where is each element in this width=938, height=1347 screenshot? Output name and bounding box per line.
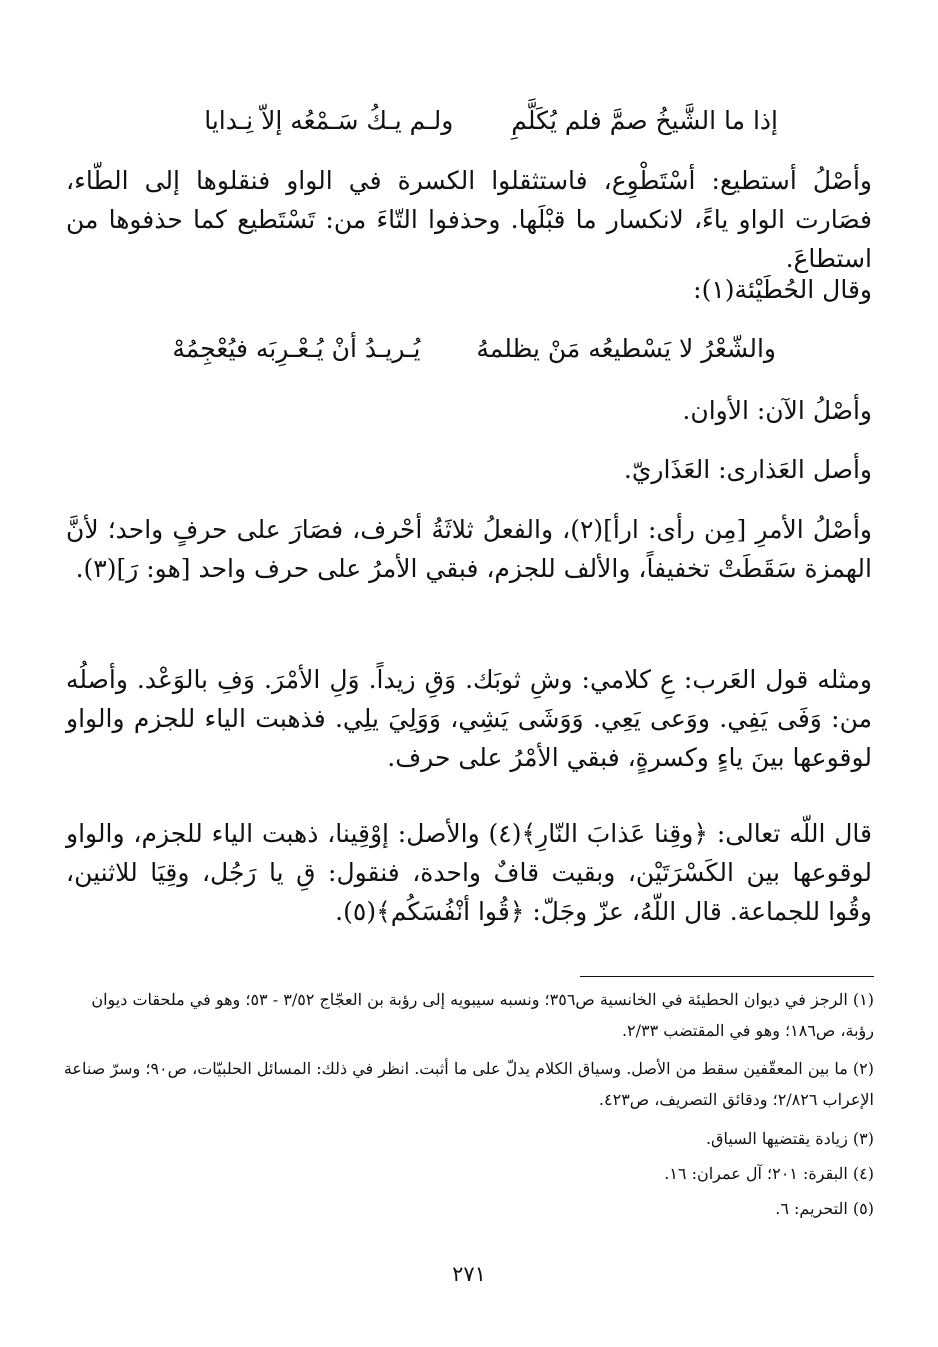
footnote-4: (٤) البقرة: ٢٠١؛ آل عمران: ١٦. — [664, 1164, 874, 1183]
verse-line-2 — [172, 332, 776, 366]
paragraph-adhara: وأصل العَذارى: العَذَاريّ. — [623, 455, 872, 484]
page-number: ٢٧١ — [452, 1262, 486, 1286]
verse-second-hemistich: يُـريـدُ أنْ يُـعْـرِبَه فيُعْجِمُهْ — [172, 334, 421, 363]
footnote-1: (١) الرجز في ديوان الحطيئة في الخانسية ص٣٥٦؛ ونسبه سيبويه إلى رؤبة بن العجّاج ٣/٥٢ - ٥٣؛ وهو في ملحقات ديوان رؤبة، ص١٨٦؛ وهو في المقتضب ٢/٣٣. — [91, 990, 874, 1040]
paragraph-quran-qina: قال اللّه تعالى: ﴿وقِنا عَذابَ النّارِ﴾(٤) والأصل: إوْقِينا، ذهبت الياء للجزم، والواو لوقوعها بين الكَسْرَتَيْن، وبقيت قافٌ واحدة، فنقول: قِ يا رَجُل، وقِيَا للاثنين، وقُوا للجماعة. قال اللّهُ، عزّ وجَلّ: ﴿قُوا أنْفُسَكُم﴾(٥). — [66, 819, 872, 926]
footnote-5: (٥) التحريم: ٦. — [775, 1199, 874, 1218]
verse-second-hemistich: ولـم يـكُ سَـمْعُه إلاّ نِـدايا — [204, 106, 454, 135]
paragraph-al-aan: وأصْلُ الآن: الأوان. — [682, 396, 872, 425]
paragraph-arab-saying: ومثله قول العَرب: عِ كلامي: وشِ ثوبَك. وَقِ زيداً. وَلِ الأمْرَ. وَفِ بالوَعْد. وأصلُه من: وَفَى يَفِي. ووَعى يَعِي. وَوَشَى يَشِي، وَوَلِيَ يلِي. فذهبت الياء للجزم والواو لوقوعها بينَ ياءٍ وكسرةٍ، فبقي الأمْرُ على حرف. — [66, 665, 872, 772]
footnote-3: (٣) زيادة يقتضيها السياق. — [705, 1129, 874, 1148]
paragraph-hutayah-intro: وقال الحُطَيْئة(١): — [693, 275, 872, 304]
verse-line-1 — [204, 104, 778, 138]
paragraph-istata: وأصْلُ أستطيع: أسْتَطْوِع، فاستثقلوا الكسرة في الواو فنقلوها إلى الطّاء، فصَارت الواو ياءً، لانكسار ما قبْلَها. وحذفوا التّاءَ من: تَسْتَطيع كما حذفوها من استطاعَ. — [66, 166, 872, 273]
verse-first-hemistich: والشّعْرُ لا يَسْطيعُه مَنْ يظلمهُ — [476, 334, 776, 363]
paragraph-amr-raa: وأصْلُ الأمرِ [مِن رأى: ارأ](٢)، والفعلُ ثلاثَةُ أحْرف، فصَارَ على حرفٍ واحد؛ لأنَّ الهمزة سَقَطَتْ تخفيفاً، والألف للجزم، فبقي الأمرُ على حرف واحد [هو: رَ](٣). — [66, 515, 872, 583]
verse-first-hemistich: إذا ما الشَّيخُ صمَّ فلم يُكَلَّمِ — [511, 106, 778, 135]
footnote-2: (٢) ما بين المعقّفين سقط من الأصل. وسياق الكلام يدلّ على ما أثبت. انظر في ذلك: المسائل الحلبيّات، ص٩٠؛ وسرّ صناعة الإعراب ٢/٨٢٦؛ ودقائق التصريف، ص٤٢٣. — [63, 1059, 874, 1109]
footnote-divider — [580, 976, 874, 977]
